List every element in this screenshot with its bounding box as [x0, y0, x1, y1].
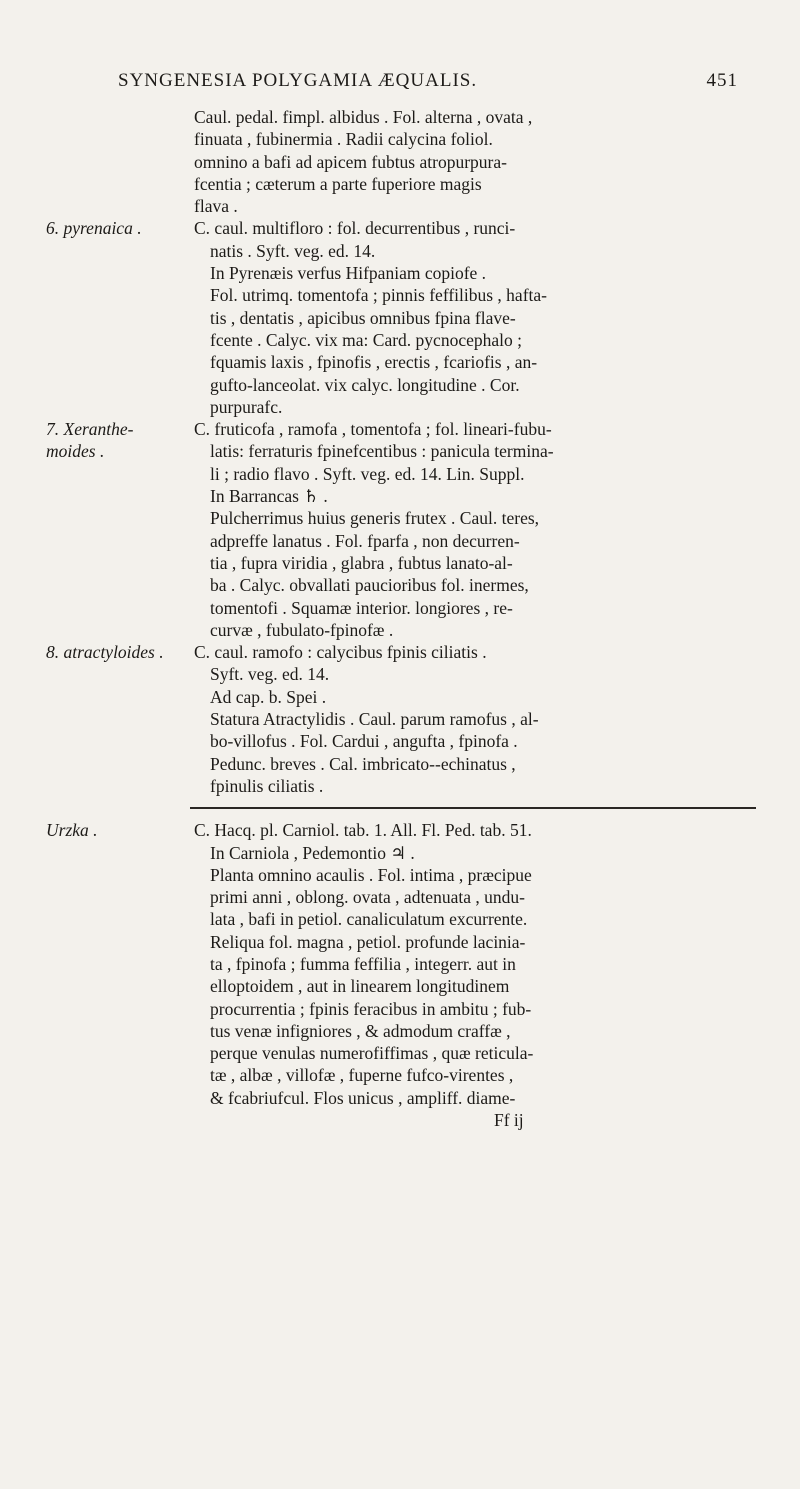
text-line: latis: ferraturis fpinefcentibus : panicula termina- — [210, 441, 554, 462]
signature-mark: Ff ij — [494, 1110, 524, 1131]
species-label: 8. atractyloides . — [46, 642, 164, 663]
text-line: tia , fupra viridia , glabra , fubtus lanato-al- — [210, 552, 513, 573]
entry-xeranthemoides — [0, 418, 800, 641]
page-body — [0, 106, 800, 1131]
text-line: In Pyrenæis verfus Hifpaniam copiofe . — [210, 263, 487, 284]
page-number: 451 — [706, 70, 738, 91]
text-line: procurrentia ; fpinis feracibus in ambitu ; fub- — [210, 998, 532, 1019]
text-line: In Carniola , Pedemontio ♃ . — [210, 842, 415, 863]
text-line: perque venulas numerofiffimas , quæ reticula- — [210, 1043, 534, 1064]
text-line: bo-villofus . Fol. Cardui , angufta , fpinofa . — [210, 731, 518, 752]
text-line: C. fruticofa , ramofa , tomentofa ; fol. lineari-fubu- — [194, 419, 552, 440]
text-line: omnino a bafi ad apicem fubtus atropurpura- — [194, 151, 507, 172]
entry-text — [194, 217, 754, 418]
text-line: Caul. pedal. fimpl. albidus . Fol. alterna , ovata , — [194, 107, 533, 127]
entry-text — [194, 819, 754, 1131]
species-label: Urzka . — [46, 820, 98, 841]
text-line: tæ , albæ , villofæ , fuperne fufco-virentes , — [210, 1065, 514, 1086]
text-line: lata , bafi in petiol. canaliculatum excurrente. — [210, 909, 528, 930]
text-line: Reliqua fol. magna , petiol. profunde lacinia- — [210, 931, 526, 952]
text-line: Statura Atractylidis . Caul. parum ramofus , al- — [210, 709, 539, 730]
text-line: primi anni , oblong. ovata , adtenuata , undu- — [210, 887, 525, 908]
text-line: Ad cap. b. Spei . — [210, 686, 327, 707]
text-line: C. Hacq. pl. Carniol. tab. 1. All. Fl. Ped. tab. 51. — [194, 820, 532, 841]
text-line: C. caul. ramofo : calycibus fpinis ciliatis . — [194, 642, 487, 663]
text-line: tus venæ infigniores , & admodum craffæ , — [210, 1020, 511, 1041]
text-line: fcente . Calyc. vix ma: Card. pycnocephalo ; — [210, 329, 522, 350]
text-line: C. caul. multifloro : fol. decurrentibus , runci- — [194, 218, 516, 239]
text-line: finuata , fubinermia . Radii calycina foliol. — [194, 129, 493, 150]
running-title: SYNGENESIA POLYGAMIA ÆQUALIS. — [118, 70, 478, 91]
entry-text — [194, 641, 754, 797]
section-divider — [190, 807, 756, 809]
page-header — [118, 70, 738, 92]
text-line: Planta omnino acaulis . Fol. intima , præcipue — [210, 864, 532, 885]
entry-urzka — [0, 819, 800, 1131]
text-line: elloptoidem , aut in linearem longitudinem — [210, 976, 510, 997]
text-line: Pedunc. breves . Cal. imbricato--echinatus , — [210, 753, 516, 774]
text-line: Fol. utrimq. tomentofa ; pinnis feffilibus , hafta- — [210, 285, 547, 306]
text-line: ta , fpinofa ; fumma feffilia , integerr. aut in — [210, 953, 516, 974]
species-label: 7. Xeranthe- moides . — [46, 419, 134, 462]
species-label: 6. pyrenaica . — [46, 218, 142, 239]
text-line: fpinulis ciliatis . — [210, 775, 324, 796]
text-line: ba . Calyc. obvallati paucioribus fol. inermes, — [210, 575, 529, 596]
text-line: tomentofi . Squamæ interior. longiores , re- — [210, 597, 513, 618]
text-line: Pulcherrimus huius generis frutex . Caul. teres, — [210, 508, 540, 529]
rule-spacer — [0, 797, 800, 819]
text-line: flava . — [194, 196, 238, 217]
text-line: Syft. veg. ed. 14. — [210, 664, 330, 685]
text-line: adpreffe lanatus . Fol. fparfa , non decurren- — [210, 530, 520, 551]
entry-text — [194, 106, 754, 217]
text-line: natis . Syft. veg. ed. 14. — [210, 240, 376, 261]
text-line: fquamis laxis , fpinofis , erectis , fcariofis , an- — [210, 352, 538, 373]
text-line: li ; radio flavo . Syft. veg. ed. 14. Lin. Suppl. — [210, 463, 525, 484]
entry-continuation — [0, 106, 800, 217]
text-line: gufto-lanceolat. vix calyc. longitudine . Cor. — [210, 374, 520, 395]
text-line: fcentia ; cæterum a parte fuperiore magis — [194, 173, 482, 194]
entry-text — [194, 418, 754, 641]
text-line: In Barrancas ♄ . — [210, 486, 328, 507]
entry-pyrenaica — [0, 217, 800, 418]
text-line: curvæ , fubulato-fpinofæ . — [210, 619, 394, 640]
text-line: purpurafc. — [210, 396, 283, 417]
text-line: & fcabriufcul. Flos unicus , ampliff. diame- — [210, 1087, 516, 1108]
entry-atractyloides — [0, 641, 800, 797]
text-line: tis , dentatis , apicibus omnibus fpina flave- — [210, 307, 516, 328]
